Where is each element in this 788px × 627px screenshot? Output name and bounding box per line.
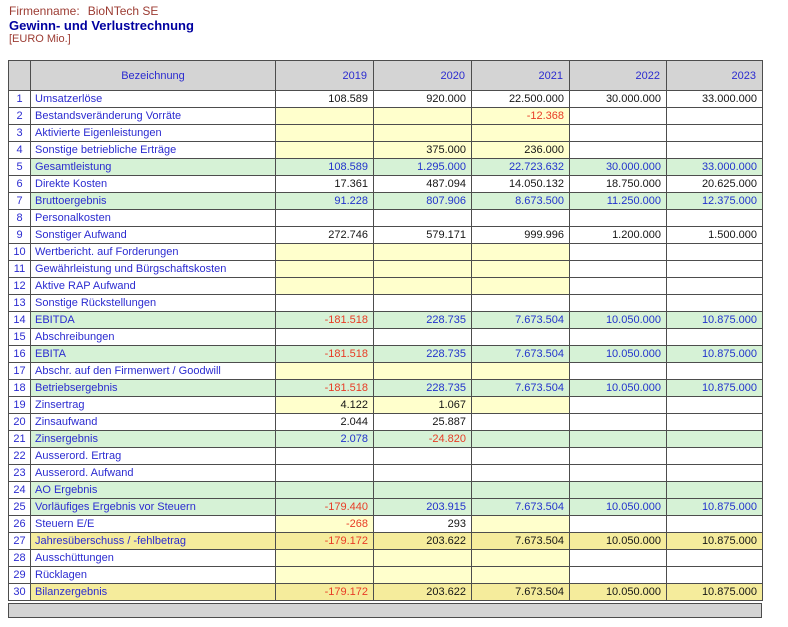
value-cell-2023[interactable]: 1.500.000 bbox=[667, 227, 763, 244]
value-cell-2019[interactable]: 108.589 bbox=[276, 91, 374, 108]
firm-line bbox=[9, 4, 194, 19]
row-label: Zinsaufwand bbox=[31, 414, 276, 431]
table-row bbox=[9, 278, 763, 295]
value-cell-2022[interactable] bbox=[570, 278, 667, 295]
pnl-table bbox=[8, 60, 763, 601]
table-row bbox=[9, 465, 763, 482]
value-cell-2020[interactable] bbox=[374, 567, 472, 584]
value-cell-2019[interactable]: -179.440 bbox=[276, 499, 374, 516]
row-label: Zinsergebnis bbox=[31, 431, 276, 448]
value-cell-2021[interactable] bbox=[472, 482, 570, 499]
value-cell-2019[interactable] bbox=[276, 550, 374, 567]
value-cell-2020[interactable]: 203.622 bbox=[374, 533, 472, 550]
value-cell-2022[interactable]: 11.250.000 bbox=[570, 193, 667, 210]
value-cell-2019[interactable]: -181.518 bbox=[276, 312, 374, 329]
value-cell-2022[interactable] bbox=[570, 448, 667, 465]
value-cell-2020[interactable]: 487.094 bbox=[374, 176, 472, 193]
value-cell-2021[interactable] bbox=[472, 567, 570, 584]
pnl-table-body bbox=[9, 91, 763, 601]
value-cell-2022[interactable]: 10.050.000 bbox=[570, 584, 667, 601]
value-cell-2019[interactable]: -181.518 bbox=[276, 380, 374, 397]
value-cell-2021[interactable]: 22.500.000 bbox=[472, 91, 570, 108]
row-number-cell: 23 bbox=[9, 465, 31, 482]
value-cell-2023[interactable]: 10.875.000 bbox=[667, 499, 763, 516]
value-cell-2022[interactable]: 10.050.000 bbox=[570, 499, 667, 516]
row-number-cell: 9 bbox=[9, 227, 31, 244]
table-row bbox=[9, 363, 763, 380]
value-cell-2021[interactable]: 8.673.500 bbox=[472, 193, 570, 210]
table-row bbox=[9, 329, 763, 346]
table-row bbox=[9, 431, 763, 448]
value-cell-2020[interactable] bbox=[374, 108, 472, 125]
row-number-cell: 12 bbox=[9, 278, 31, 295]
value-cell-2019[interactable]: -179.172 bbox=[276, 533, 374, 550]
value-cell-2020[interactable] bbox=[374, 261, 472, 278]
value-cell-2023[interactable]: 10.875.000 bbox=[667, 380, 763, 397]
row-label: Abschr. auf den Firmenwert / Goodwill bbox=[31, 363, 276, 380]
row-number-cell: 15 bbox=[9, 329, 31, 346]
table-row bbox=[9, 567, 763, 584]
value-cell-2022[interactable]: 10.050.000 bbox=[570, 533, 667, 550]
value-cell-2019[interactable] bbox=[276, 278, 374, 295]
value-cell-2023[interactable] bbox=[667, 465, 763, 482]
value-cell-2020[interactable]: 807.906 bbox=[374, 193, 472, 210]
row-label: Direkte Kosten bbox=[31, 176, 276, 193]
table-row bbox=[9, 227, 763, 244]
value-cell-2019[interactable]: -179.172 bbox=[276, 584, 374, 601]
header-cell-2022: 2022 bbox=[570, 61, 667, 91]
value-cell-2019[interactable]: 2.044 bbox=[276, 414, 374, 431]
table-row bbox=[9, 108, 763, 125]
row-label: Rücklagen bbox=[31, 567, 276, 584]
value-cell-2021[interactable] bbox=[472, 210, 570, 227]
row-number-cell: 7 bbox=[9, 193, 31, 210]
header-cell-2023: 2023 bbox=[667, 61, 763, 91]
row-number-cell: 26 bbox=[9, 516, 31, 533]
value-cell-2022[interactable] bbox=[570, 465, 667, 482]
row-number-cell: 16 bbox=[9, 346, 31, 363]
value-cell-2020[interactable] bbox=[374, 125, 472, 142]
value-cell-2020[interactable] bbox=[374, 278, 472, 295]
value-cell-2022[interactable] bbox=[570, 363, 667, 380]
value-cell-2021[interactable] bbox=[472, 244, 570, 261]
row-label: Jahresüberschuss / -fehlbetrag bbox=[31, 533, 276, 550]
value-cell-2022[interactable] bbox=[570, 414, 667, 431]
value-cell-2023[interactable]: 10.875.000 bbox=[667, 346, 763, 363]
row-label: AO Ergebnis bbox=[31, 482, 276, 499]
value-cell-2021[interactable] bbox=[472, 295, 570, 312]
table-row bbox=[9, 91, 763, 108]
pnl-sheet bbox=[8, 60, 763, 618]
row-number-cell: 6 bbox=[9, 176, 31, 193]
value-cell-2021[interactable]: 7.673.504 bbox=[472, 380, 570, 397]
unit-label: [EURO Mio.] bbox=[9, 33, 71, 45]
row-number-cell: 14 bbox=[9, 312, 31, 329]
value-cell-2022[interactable]: 10.050.000 bbox=[570, 312, 667, 329]
value-cell-2019[interactable]: 17.361 bbox=[276, 176, 374, 193]
header-cell-2019: 2019 bbox=[276, 61, 374, 91]
header-row bbox=[9, 61, 763, 91]
value-cell-2023[interactable] bbox=[667, 363, 763, 380]
row-number-cell: 21 bbox=[9, 431, 31, 448]
table-row bbox=[9, 380, 763, 397]
table-row bbox=[9, 125, 763, 142]
page-title: Gewinn- und Verlustrechnung bbox=[9, 18, 194, 33]
row-label: Bruttoergebnis bbox=[31, 193, 276, 210]
row-number-cell: 19 bbox=[9, 397, 31, 414]
value-cell-2022[interactable]: 30.000.000 bbox=[570, 91, 667, 108]
row-label: Ausserord. Aufwand bbox=[31, 465, 276, 482]
value-cell-2021[interactable]: 999.996 bbox=[472, 227, 570, 244]
value-cell-2021[interactable] bbox=[472, 397, 570, 414]
value-cell-2023[interactable] bbox=[667, 482, 763, 499]
row-number-cell: 1 bbox=[9, 91, 31, 108]
row-number-cell: 22 bbox=[9, 448, 31, 465]
value-cell-2023[interactable] bbox=[667, 210, 763, 227]
value-cell-2022[interactable] bbox=[570, 397, 667, 414]
row-number-cell: 13 bbox=[9, 295, 31, 312]
value-cell-2022[interactable] bbox=[570, 516, 667, 533]
row-label: Steuern E/E bbox=[31, 516, 276, 533]
value-cell-2022[interactable] bbox=[570, 142, 667, 159]
value-cell-2022[interactable]: 1.200.000 bbox=[570, 227, 667, 244]
value-cell-2022[interactable]: 10.050.000 bbox=[570, 346, 667, 363]
value-cell-2021[interactable]: 236.000 bbox=[472, 142, 570, 159]
table-row bbox=[9, 142, 763, 159]
value-cell-2022[interactable]: 10.050.000 bbox=[570, 380, 667, 397]
table-row bbox=[9, 499, 763, 516]
value-cell-2020[interactable] bbox=[374, 363, 472, 380]
value-cell-2021[interactable]: 14.050.132 bbox=[472, 176, 570, 193]
value-cell-2022[interactable] bbox=[570, 244, 667, 261]
value-cell-2020[interactable]: 579.171 bbox=[374, 227, 472, 244]
value-cell-2023[interactable] bbox=[667, 329, 763, 346]
row-label: Betriebsergebnis bbox=[31, 380, 276, 397]
value-cell-2021[interactable] bbox=[472, 550, 570, 567]
value-cell-2020[interactable] bbox=[374, 210, 472, 227]
value-cell-2023[interactable]: 33.000.000 bbox=[667, 159, 763, 176]
value-cell-2021[interactable] bbox=[472, 516, 570, 533]
value-cell-2023[interactable] bbox=[667, 244, 763, 261]
value-cell-2021[interactable]: 7.673.504 bbox=[472, 312, 570, 329]
header-cell-bezeichnung: Bezeichnung bbox=[31, 61, 276, 91]
table-row bbox=[9, 176, 763, 193]
table-row bbox=[9, 193, 763, 210]
value-cell-2019[interactable] bbox=[276, 329, 374, 346]
value-cell-2023[interactable]: 10.875.000 bbox=[667, 584, 763, 601]
row-label: Ausserord. Ertrag bbox=[31, 448, 276, 465]
row-number-cell: 18 bbox=[9, 380, 31, 397]
value-cell-2021[interactable]: 7.673.504 bbox=[472, 533, 570, 550]
value-cell-2019[interactable] bbox=[276, 465, 374, 482]
page-header bbox=[9, 4, 194, 46]
value-cell-2019[interactable]: 91.228 bbox=[276, 193, 374, 210]
value-cell-2022[interactable] bbox=[570, 125, 667, 142]
header-cell-2021: 2021 bbox=[472, 61, 570, 91]
value-cell-2019[interactable] bbox=[276, 210, 374, 227]
value-cell-2019[interactable] bbox=[276, 261, 374, 278]
value-cell-2021[interactable]: 7.673.504 bbox=[472, 346, 570, 363]
value-cell-2021[interactable]: 7.673.504 bbox=[472, 499, 570, 516]
value-cell-2023[interactable] bbox=[667, 108, 763, 125]
value-cell-2022[interactable] bbox=[570, 329, 667, 346]
value-cell-2021[interactable] bbox=[472, 363, 570, 380]
row-label: Ausschüttungen bbox=[31, 550, 276, 567]
value-cell-2021[interactable]: 7.673.504 bbox=[472, 584, 570, 601]
value-cell-2019[interactable] bbox=[276, 142, 374, 159]
value-cell-2022[interactable] bbox=[570, 210, 667, 227]
value-cell-2023[interactable]: 10.875.000 bbox=[667, 533, 763, 550]
value-cell-2023[interactable] bbox=[667, 278, 763, 295]
firm-name: BioNTech SE bbox=[87, 4, 159, 18]
value-cell-2022[interactable] bbox=[570, 550, 667, 567]
table-row bbox=[9, 516, 763, 533]
value-cell-2020[interactable] bbox=[374, 329, 472, 346]
value-cell-2023[interactable] bbox=[667, 567, 763, 584]
row-label: Sonstiger Aufwand bbox=[31, 227, 276, 244]
table-footer-bar bbox=[8, 603, 762, 618]
value-cell-2023[interactable] bbox=[667, 448, 763, 465]
value-cell-2019[interactable] bbox=[276, 244, 374, 261]
value-cell-2023[interactable] bbox=[667, 550, 763, 567]
value-cell-2023[interactable] bbox=[667, 295, 763, 312]
value-cell-2019[interactable] bbox=[276, 108, 374, 125]
value-cell-2019[interactable]: -268 bbox=[276, 516, 374, 533]
value-cell-2019[interactable]: 4.122 bbox=[276, 397, 374, 414]
row-label: Zinsertrag bbox=[31, 397, 276, 414]
table-row bbox=[9, 448, 763, 465]
table-row bbox=[9, 210, 763, 227]
value-cell-2021[interactable] bbox=[472, 261, 570, 278]
row-number-cell: 5 bbox=[9, 159, 31, 176]
firm-label: Firmenname: bbox=[9, 4, 80, 18]
row-number-cell: 25 bbox=[9, 499, 31, 516]
value-cell-2021[interactable] bbox=[472, 465, 570, 482]
row-label: Aktivierte Eigenleistungen bbox=[31, 125, 276, 142]
row-label: Sonstige betriebliche Erträge bbox=[31, 142, 276, 159]
value-cell-2020[interactable]: 1.067 bbox=[374, 397, 472, 414]
value-cell-2023[interactable]: 20.625.000 bbox=[667, 176, 763, 193]
row-label: Aktive RAP Aufwand bbox=[31, 278, 276, 295]
value-cell-2021[interactable]: 22.723.632 bbox=[472, 159, 570, 176]
table-row bbox=[9, 244, 763, 261]
value-cell-2020[interactable]: 228.735 bbox=[374, 312, 472, 329]
table-row bbox=[9, 312, 763, 329]
value-cell-2019[interactable] bbox=[276, 448, 374, 465]
value-cell-2019[interactable]: 272.746 bbox=[276, 227, 374, 244]
row-label: Wertbericht. auf Forderungen bbox=[31, 244, 276, 261]
value-cell-2022[interactable] bbox=[570, 295, 667, 312]
value-cell-2021[interactable] bbox=[472, 414, 570, 431]
table-row bbox=[9, 584, 763, 601]
value-cell-2020[interactable]: 293 bbox=[374, 516, 472, 533]
table-row bbox=[9, 550, 763, 567]
row-label: Bilanzergebnis bbox=[31, 584, 276, 601]
value-cell-2020[interactable] bbox=[374, 550, 472, 567]
value-cell-2021[interactable] bbox=[472, 431, 570, 448]
value-cell-2020[interactable]: 375.000 bbox=[374, 142, 472, 159]
value-cell-2021[interactable] bbox=[472, 125, 570, 142]
value-cell-2020[interactable]: 228.735 bbox=[374, 346, 472, 363]
value-cell-2021[interactable] bbox=[472, 278, 570, 295]
header-cell-2020: 2020 bbox=[374, 61, 472, 91]
row-label: Personalkosten bbox=[31, 210, 276, 227]
table-row bbox=[9, 414, 763, 431]
table-row bbox=[9, 397, 763, 414]
value-cell-2023[interactable]: 12.375.000 bbox=[667, 193, 763, 210]
value-cell-2023[interactable] bbox=[667, 261, 763, 278]
row-label: Vorläufiges Ergebnis vor Steuern bbox=[31, 499, 276, 516]
value-cell-2022[interactable]: 18.750.000 bbox=[570, 176, 667, 193]
row-number-cell: 24 bbox=[9, 482, 31, 499]
row-number-cell: 2 bbox=[9, 108, 31, 125]
value-cell-2022[interactable] bbox=[570, 567, 667, 584]
row-label: Gesamtleistung bbox=[31, 159, 276, 176]
value-cell-2019[interactable] bbox=[276, 567, 374, 584]
value-cell-2023[interactable]: 10.875.000 bbox=[667, 312, 763, 329]
row-label: EBITDA bbox=[31, 312, 276, 329]
value-cell-2023[interactable] bbox=[667, 414, 763, 431]
value-cell-2020[interactable]: 203.622 bbox=[374, 584, 472, 601]
row-number-cell: 10 bbox=[9, 244, 31, 261]
header-cell-nr bbox=[9, 61, 31, 91]
row-label: Abschreibungen bbox=[31, 329, 276, 346]
value-cell-2020[interactable] bbox=[374, 448, 472, 465]
value-cell-2020[interactable] bbox=[374, 295, 472, 312]
row-label: EBITA bbox=[31, 346, 276, 363]
row-label: Umsatzerlöse bbox=[31, 91, 276, 108]
value-cell-2021[interactable] bbox=[472, 329, 570, 346]
value-cell-2023[interactable] bbox=[667, 516, 763, 533]
row-number-cell: 28 bbox=[9, 550, 31, 567]
value-cell-2020[interactable] bbox=[374, 465, 472, 482]
value-cell-2019[interactable] bbox=[276, 295, 374, 312]
value-cell-2023[interactable]: 33.000.000 bbox=[667, 91, 763, 108]
row-number-cell: 30 bbox=[9, 584, 31, 601]
row-number-cell: 27 bbox=[9, 533, 31, 550]
value-cell-2019[interactable]: -181.518 bbox=[276, 346, 374, 363]
row-number-cell: 20 bbox=[9, 414, 31, 431]
value-cell-2023[interactable] bbox=[667, 397, 763, 414]
value-cell-2023[interactable] bbox=[667, 431, 763, 448]
table-row bbox=[9, 533, 763, 550]
value-cell-2022[interactable] bbox=[570, 261, 667, 278]
value-cell-2022[interactable] bbox=[570, 431, 667, 448]
table-row bbox=[9, 295, 763, 312]
row-number-cell: 11 bbox=[9, 261, 31, 278]
value-cell-2019[interactable] bbox=[276, 125, 374, 142]
value-cell-2019[interactable] bbox=[276, 363, 374, 380]
table-row bbox=[9, 482, 763, 499]
value-cell-2022[interactable]: 30.000.000 bbox=[570, 159, 667, 176]
table-row bbox=[9, 261, 763, 278]
value-cell-2019[interactable]: 108.589 bbox=[276, 159, 374, 176]
row-number-cell: 17 bbox=[9, 363, 31, 380]
value-cell-2020[interactable]: 203.915 bbox=[374, 499, 472, 516]
row-label: Sonstige Rückstellungen bbox=[31, 295, 276, 312]
value-cell-2020[interactable] bbox=[374, 244, 472, 261]
value-cell-2019[interactable] bbox=[276, 482, 374, 499]
value-cell-2020[interactable]: 25.887 bbox=[374, 414, 472, 431]
value-cell-2020[interactable]: -24.820 bbox=[374, 431, 472, 448]
value-cell-2020[interactable]: 228.735 bbox=[374, 380, 472, 397]
value-cell-2020[interactable] bbox=[374, 482, 472, 499]
value-cell-2022[interactable] bbox=[570, 482, 667, 499]
value-cell-2021[interactable]: -12.368 bbox=[472, 108, 570, 125]
value-cell-2022[interactable] bbox=[570, 108, 667, 125]
value-cell-2021[interactable] bbox=[472, 448, 570, 465]
row-number-cell: 4 bbox=[9, 142, 31, 159]
table-row bbox=[9, 346, 763, 363]
table-row bbox=[9, 159, 763, 176]
value-cell-2019[interactable]: 2.078 bbox=[276, 431, 374, 448]
row-number-cell: 8 bbox=[9, 210, 31, 227]
row-number-cell: 29 bbox=[9, 567, 31, 584]
value-cell-2023[interactable] bbox=[667, 142, 763, 159]
row-label: Gewährleistung und Bürgschaftskosten bbox=[31, 261, 276, 278]
value-cell-2020[interactable]: 920.000 bbox=[374, 91, 472, 108]
value-cell-2020[interactable]: 1.295.000 bbox=[374, 159, 472, 176]
value-cell-2023[interactable] bbox=[667, 125, 763, 142]
row-number-cell: 3 bbox=[9, 125, 31, 142]
row-label: Bestandsveränderung Vorräte bbox=[31, 108, 276, 125]
